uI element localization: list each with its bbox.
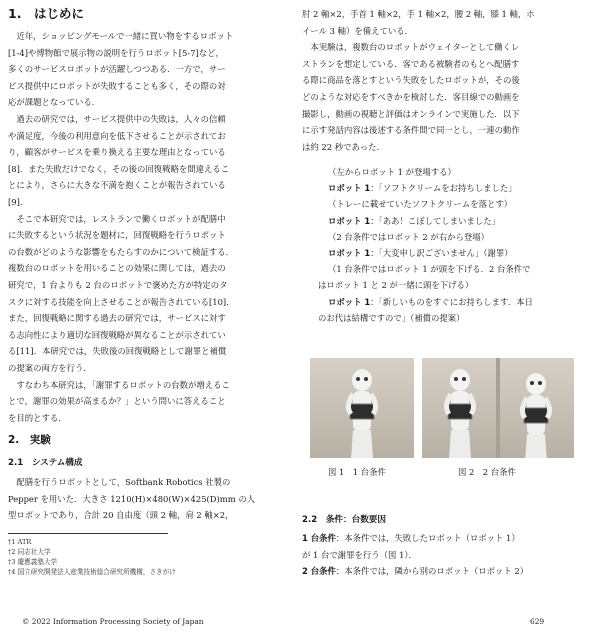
text-line: とにより，さらに大きな不満を抱くことが報告されている xyxy=(8,180,226,191)
text-line: 配膳を行うロボットとして，Softbank Robotics 社製の xyxy=(8,477,231,487)
condition-text: ：本条件では，失敗したロボット（ロボット 1） xyxy=(335,533,520,543)
script-line xyxy=(328,166,456,178)
speaker-label: ロボット 1 xyxy=(328,248,371,258)
text-line: 多くのサービスロボットが活躍しつつある．一方で，サー xyxy=(8,64,226,75)
script-line xyxy=(328,198,512,210)
text-line: †1 ATR xyxy=(8,538,32,546)
text-line: どのような対応をすべきかを検討した．客目線での動画を xyxy=(302,92,520,102)
page-number: 629 xyxy=(530,617,545,626)
footnote-divider xyxy=(8,533,168,534)
robot-pair-illustration xyxy=(422,358,574,458)
text-line: 型ロボットであり，合計 20 自由度（頭 2 軸，肩 2 軸×2， xyxy=(8,510,234,521)
figure-2-caption: 図 2 2 台条件 xyxy=(458,467,516,477)
text-line: ビス提供中にロボットが失敗することも多く，その際の対 xyxy=(8,80,226,91)
text-line: る際に商品を落とすという失敗をしたロボットが，その後 xyxy=(302,75,520,86)
text-line: ストランを想定している．客である被験者のもとへ配膳す xyxy=(302,58,520,69)
text-line: [9]． xyxy=(8,197,29,207)
speaker-label: ロボット 1 xyxy=(328,183,371,194)
section-2-heading: 2. 実験 xyxy=(8,434,51,446)
text-line: の提案の両方を行う． xyxy=(8,363,92,373)
text-line: を目的とする． xyxy=(8,412,67,423)
figure-2-photo xyxy=(422,358,574,458)
condition-line xyxy=(302,565,528,577)
text-line: Pepper を用いた．大きさ 1210(H)×480(W)×425(D)mm の人 xyxy=(8,493,256,504)
text-line: は約 22 秒であった． xyxy=(302,141,385,152)
script-text: （1 台条件ではロボット 1 が頭を下げる．2 台条件で xyxy=(328,264,531,275)
script-line xyxy=(328,296,533,308)
text-line: 撮影し，動画の視聴と評価はオンラインで実施した．以下 xyxy=(302,108,520,119)
script-text: はロボット 1 と 2 が一緒に頭を下げる） xyxy=(318,280,474,291)
text-line: る志向性により適切な回復戦略が異なることが示されてい xyxy=(8,329,226,340)
text-line: 肘 2 軸×2，手首 1 軸×2，手 1 軸×2，腰 2 軸，膝 1 軸，ホ xyxy=(302,9,535,19)
text-line: る[11]．本研究では，失敗後の回復戦略として謝罪と補償 xyxy=(8,346,227,357)
text-line: †4 国立研究開発法人産業技術総合研究所機構，さきがけ xyxy=(8,568,176,576)
script-line xyxy=(318,312,465,324)
script-text: （2 台条件ではロボット 2 が右から登場） xyxy=(328,231,490,242)
section-2-2-heading: 2.2 条件：台数要因 xyxy=(302,515,386,525)
script-text: ：「大変申し訳ございません」（謝罪） xyxy=(370,248,513,258)
text-line: 本実験は，複数台のロボットがウェイターとして働くレ xyxy=(302,42,520,53)
condition-text: ：本条件では，隣から別のロボット（ロボット 2） xyxy=(335,566,529,577)
script-text: ：「ああ！こぼしてしまいました」 xyxy=(370,215,501,226)
text-line: り，顧客がサービスを乗り換える主要な理由となっている xyxy=(8,147,226,158)
copyright-notice: © 2022 Information Processing Society of Japan xyxy=(22,617,204,626)
script-text: ：「ソフトクリームをお持ちしました」 xyxy=(370,183,517,194)
text-line: スクに対する技能を向上させることが報告されている[10]． xyxy=(8,296,235,307)
text-line: に失敗するという状況を題材に，回復戦略を行うロボット xyxy=(8,230,226,241)
script-line xyxy=(328,263,531,275)
section-1-heading: 1. はじめに xyxy=(8,6,84,21)
speaker-label: ロボット 1 xyxy=(328,215,371,226)
text-line: 研究で，1 台よりも 2 台のロボットで褒めた方が特定のタ xyxy=(8,280,228,290)
script-line xyxy=(328,247,513,259)
text-line: イール 3 軸）を備えている． xyxy=(302,25,413,36)
condition-line xyxy=(302,549,417,561)
robot-illustration xyxy=(310,358,414,458)
script-line xyxy=(328,231,489,243)
text-line: とで，謝罪の効果が高まるか？」という問いに答えること xyxy=(8,396,226,407)
text-line: や満足度，今後の利用意向を低下させることが示されてお xyxy=(8,130,226,141)
text-line: †3 慶應義塾大学 xyxy=(8,558,58,566)
condition-line xyxy=(302,532,520,544)
script-text: （左からロボット 1 が登場する） xyxy=(328,167,456,177)
text-line: [1-4]や博物館で展示物の説明を行うロボット[5-7]など， xyxy=(8,47,224,58)
text-line: すなわち本研究は，「謝罪するロボットの台数が増えるこ xyxy=(8,379,230,390)
text-line: 近年，ショッピングモールで一緒に買い物をするロボット xyxy=(8,31,234,41)
text-line: 過去の研究では，サービス提供中の失敗は，人々の信頼 xyxy=(8,114,226,124)
condition-label: 2 台条件 xyxy=(302,566,336,577)
text-line: そこで本研究では，レストランで働くロボットが配膳中 xyxy=(8,213,226,224)
section-2-1-heading: 2.1 システム構成 xyxy=(8,458,83,468)
text-line: に示す発話内容は後述する条件間で同一とし，一連の動作 xyxy=(302,125,520,136)
text-line: 複数台のロボットを用いることの効果に関しては，過去の xyxy=(8,263,226,274)
speaker-label: ロボット 1 xyxy=(328,296,371,307)
condition-label: 1 台条件 xyxy=(302,533,336,543)
script-line xyxy=(328,215,500,227)
text-line: 応が課題となっている． xyxy=(8,97,101,108)
script-text: ：「新しいものをすぐにお持ちします．本日 xyxy=(370,296,533,307)
text-line: の台数がどのような影響をもたらすのかについて検証する． xyxy=(8,246,234,257)
condition-text: が 1 台で謝罪を行う（図 1）． xyxy=(302,549,417,560)
script-text: のお代は結構ですので」（補償の提案） xyxy=(318,312,465,323)
text-line: [8]．また失敗だけでなく，その後の回復戦略を間違えるこ xyxy=(8,163,230,174)
text-line: また，回復戦略に関する過去の研究では，サービスに対す xyxy=(8,313,226,324)
text-line: †2 同志社大学 xyxy=(8,548,51,556)
script-line xyxy=(328,182,517,194)
figure-1-caption: 図 1 1 台条件 xyxy=(328,467,386,477)
script-line xyxy=(318,279,473,291)
figure-1-photo xyxy=(310,358,414,458)
script-text: （トレーに載せていたソフトクリームを落とす） xyxy=(328,199,513,210)
